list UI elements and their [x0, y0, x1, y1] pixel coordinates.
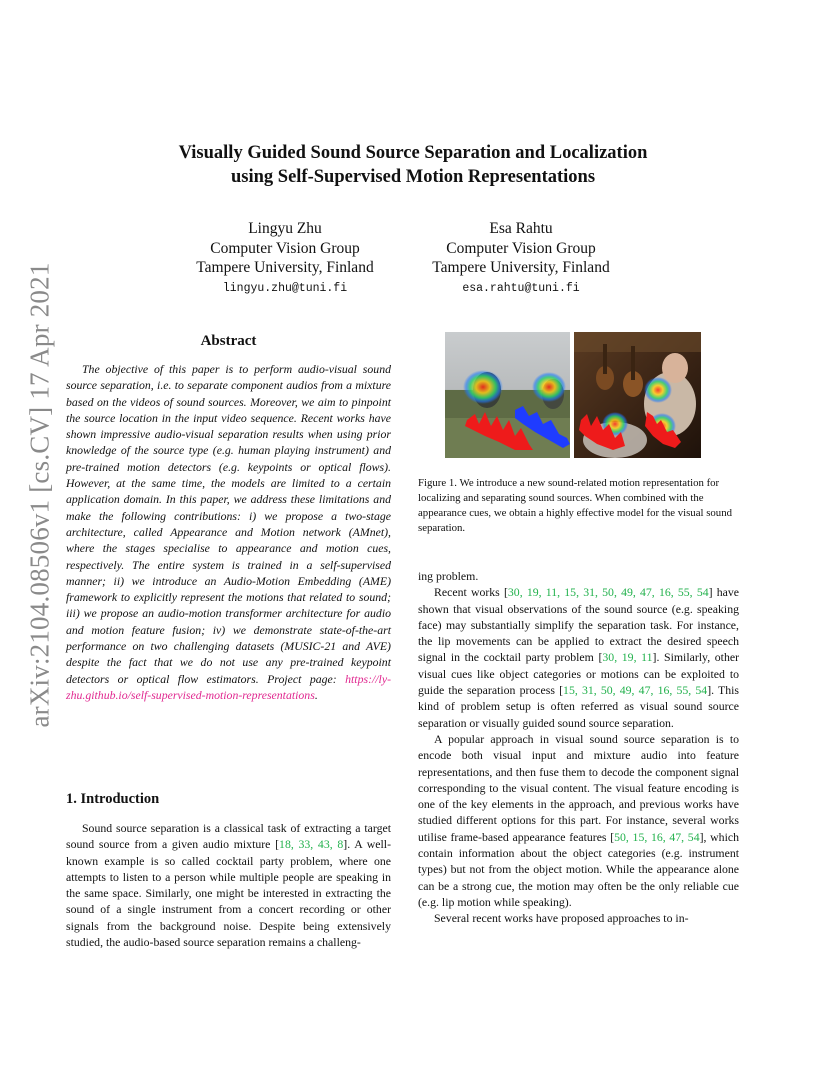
paper-title: [120, 141, 706, 189]
title-line-2: using Self-Supervised Motion Representations: [230, 167, 596, 187]
citation-link[interactable]: 15, 31, 50, 49, 47, 16, 55, 54: [563, 683, 708, 698]
abstract-section: [66, 332, 391, 703]
author-group: Computer Vision Group: [210, 239, 360, 257]
author-name: Esa Rahtu: [489, 220, 553, 237]
abstract-text: The objective of this paper is to perform audio-visual sound source separation, i.e. to separate component audios from a mixture based on the videos of sound sources. Moreover, we aim to pinpoint the source location in the input video sequence. Recent works have shown impressive audio-visual separation results when using prior knowledge of the source type (e.g. human playing instrument) and pre-trained motion detectors (e.g. keypoints or optical flows). However, at the same time, the models are limited to a certain application domain. In this paper, we address these limitations and make the following contributions: i) we propose a two-stage architecture, called Appearance and Motion network (AMnet), where the stages specialise to appearance and motion cues, respectively. The entire system is trained in a self-supervised manner; ii) we introduce an Audio-Motion Embedding (AME) framework to explicitly represent the motions that related to sound; iii) we propose an audio-motion transformer architecture for audio and motion feature fusion; iv) we demonstrate state-of-the-art performance on two challenging datasets (MUSIC-21 and AVE) despite the fact that we do not use any pre-trained keypoint detectors or optical flow estimators. Project page: https://ly-zhu.github.io/self-supervised-motion-representations.: [66, 362, 391, 702]
citation-link[interactable]: 30, 19, 11, 15, 31, 50, 49, 47, 16, 55, 54: [507, 585, 709, 600]
paragraph-popular-approach: A popular approach in visual sound source separation is to encode both visual input and mixture audio into feature representations, and then fuse them to decode the component signal corresponding to the visual content. The visual feature encoding is one of the key elements in the approach, and previous works have studied different options for this part. For instance, several works utilise frame-based appearance features [50, 15, 16, 47, 54], which contain information about the object categories (e.g. instrument types) but not from the object motion. While the appearance alone can be a strong cue, the motion may often be the only reliable cue (e.g. lip motion while speaking).: [418, 731, 739, 909]
project-page-link[interactable]: https://ly-zhu.github.io/self-supervised-motion-representations: [66, 671, 391, 702]
paragraph-recent-works: Recent works [30, 19, 11, 15, 31, 50, 49, 47, 16, 55, 54] have shown that visual observations of the sound source (e.g. speaking face) may substantially simplify the separation task. For instance, the lip movements can be applied to extract the desired speech signal in the cocktail party problem [30, 19, 11]. Similarly, other visual cues like object categories or motions can be exploited to guide the separation process [15, 31, 50, 49, 47, 16, 55, 54]. This kind of problem setup is often referred as visual sound source separation or visually guided sound source separation.: [418, 585, 740, 730]
author-email[interactable]: esa.rahtu@tuni.fi: [462, 281, 580, 295]
citation-link[interactable]: 18, 33, 43, 8: [279, 837, 344, 852]
author-block-2: [406, 219, 636, 296]
author-block-1: [170, 219, 400, 296]
abstract-heading: Abstract: [200, 333, 257, 349]
continued-paragraph: ing problem.: [418, 569, 479, 583]
author-email[interactable]: lingyu.zhu@tuni.fi: [222, 281, 348, 295]
author-affiliation: Tampere University, Finland: [196, 259, 374, 276]
introduction-paragraph: Sound source separation is a classical task of extracting a target sound source from a given audio mixture [18, 33, 43, 8]. A well-known example is so called cocktail party problem, where one attempts to listen to a person while multiple people are speaking in the same space. Similarly, one might be interested in extracting the sound of a single instrument from a concert recording or other signals from the background noise. Despite being extensively studied, the audio-based source separation remains a challeng-: [66, 821, 392, 950]
outdoor-scene: [445, 332, 570, 458]
introduction-heading: 1. Introduction: [66, 791, 160, 807]
citation-link[interactable]: 50, 15, 16, 47, 54: [614, 829, 700, 844]
figure-1-caption: Figure 1. We introduce a new sound-related motion representation for localizing and separating sound sources. When combined with the appearance cues, we obtain a highly effective model for the visual sound separation.: [418, 477, 732, 534]
right-column-text: [418, 568, 739, 927]
author-group: Computer Vision Group: [446, 239, 596, 257]
citation-link[interactable]: 30, 19, 11: [602, 650, 653, 665]
author-name: Lingyu Zhu: [248, 220, 322, 237]
author-affiliation: Tampere University, Finland: [432, 259, 610, 276]
indoor-scene: [574, 332, 701, 458]
figure-1-image: [445, 332, 701, 458]
paper-page: arXiv:2104.08506v1 [cs.CV] 17 Apr 2021 Visually Guided Sound Source Separation and Localization using Self-Supervised Motion Representations Lingyu Zhu Computer Vision Group Tampere University, Finland lingyu.zhu@tuni.fi Esa Rahtu Computer Vision Group Tampere University, Finland esa.rahtu@tuni.fi Abstract The objective of this paper is to perform audio-visual sound source separation, i.e. to separate component audios from a mixture based on the videos of sound sources. Moreover, we aim to pinpoint the source location in the input video sequence. Recent works have shown impressive audio-visual separation results when using prior knowledge of the source type (e.g. human playing instrument) and pre-trained motion detectors (e.g. keypoints or optical flows). However, at the same time, the models are limited to a certain application domain. In this paper, we address these limitations and make the following contributions: i) we propose a two-stage architecture, called Appearance and Motion network (AMnet), where the stages specialise to appearance and motion cues, respectively. The entire system is trained in a self-supervised manner; ii) we introduce an Audio-Motion Embedding (AME) framework to explicitly represent the motions that related to sound; iii) we propose an audio-motion transformer architecture for audio and motion feature fusion; iv) we demonstrate state-of-the-art performance on two challenging datasets (MUSIC-21 and AVE) despite the fact that we do not use any pre-trained keypoint detectors or optical flow estimators. Project page: https://ly-zhu.github.io/self-supervised-motion-representations. 1. Introduction Sound source separation is a classical task of extracting a target sound source from a given audio mixture [18, 33, 43, 8]. A well-known example is so called cocktail party problem, where one attempts to listen to a person while multiple people are speaking in the same space. Similarly, one might be interested in extracting the sound of a single instrument from a concert recording or other signals from the background noise. Despite being extensively studied, the audio-based source separation remains a challeng- Figure 1. We introduce a new sound-related motion representation for localizing and separating sound sources. When combined with the appearance cues, we obtain a highly effective model for the visual sound separation. ing problem. Recent works [30, 19, 11, 15, 31, 50, 49, 47, 16, 55, 54] have shown that visual observations of the sound source (e.g. speaking face) may substantially simplify the separation task. For instance, the lip movements can be applied to extract the desired speech signal in the cocktail party problem [30, 19, 11]. Similarly, other visual cues like object categories or motions can be exploited to guide the separation process [15, 31, 50, 49, 47, 16, 55, 54]. This kind of problem setup is often referred as visual sound source separation or visually guided sound source separation. A popular approach in visual sound source separation is to encode both visual input and mixture audio into feature representations, and then fuse them to decode the component signal corresponding to the visual content. The visual feature encoding is one of the key elements in the approach, and previous works have studied different options for this part. For instance, several works utilise frame-based appearance features [50, 15, 16, 47, 54], which contain information about the object categories (e.g. instrument types) but not from the object motion. While the appearance alone can be a strong cue, the motion may often be the only reliable cue (e.g. lip motion while speaking). Several recent works have proposed approaches to in-: [24, 143, 740, 950]
paragraph-several-works: Several recent works have proposed approaches to in-: [434, 911, 689, 926]
title-line-1: Visually Guided Sound Source Separation and Localization: [178, 143, 648, 163]
